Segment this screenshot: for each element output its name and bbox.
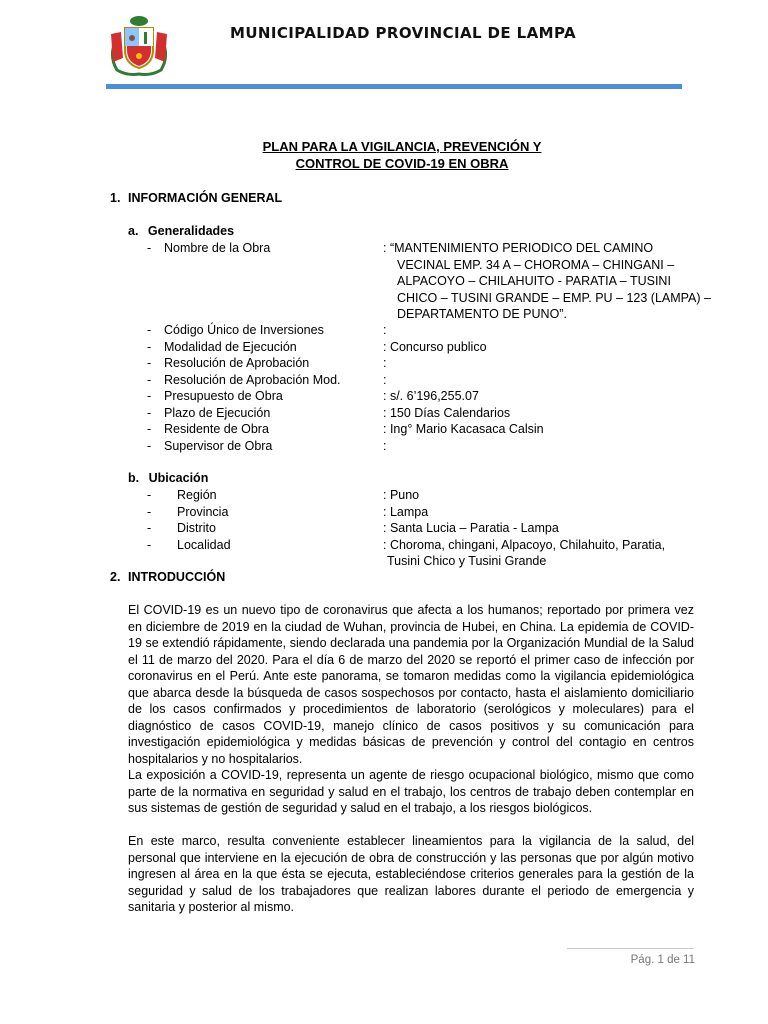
info-label: Resolución de Aprobación Mod. (164, 373, 341, 387)
info-value: : (383, 356, 387, 370)
obra-name-value (383, 240, 711, 323)
location-value-continued: Tusini Chico y Tusini Grande (387, 554, 547, 568)
obra-name-line: : “MANTENIMIENTO PERIODICO DEL CAMINO (383, 241, 654, 255)
info-value: : (383, 323, 387, 337)
document-title (0, 138, 768, 172)
intro-paragraph: En este marco, resulta conveniente establecer lineamientos para la vigilancia de la salud, del personal que interviene en la ejecución de obra de construcción y las personas que por algún motivo ingresen al área en la que ésta se ejecuta, estableciéndose criterios generales para la gestión de la seguridad y salud de los trabajadores que realizan labores durante el periodo de emergencia y sanitaria y posterior al mismo. (128, 834, 694, 914)
location-label: Provincia (177, 505, 229, 519)
location-label: Localidad (177, 538, 231, 552)
info-label: Supervisor de Obra (164, 439, 273, 453)
section-title: INTRODUCCIÓN (128, 570, 226, 584)
info-value: : Concurso publico (383, 340, 487, 354)
section-title: INFORMACIÓN GENERAL (128, 191, 283, 205)
location-value: : Santa Lucia – Paratia - Lampa (383, 521, 559, 535)
title-line-2: CONTROL DE COVID-19 EN OBRA (295, 156, 509, 171)
subsection-b-heading (128, 471, 208, 485)
subsection-title: Generalidades (147, 224, 235, 238)
info-value: : (383, 373, 387, 387)
info-label: Código Único de Inversiones (164, 323, 324, 337)
obra-name-line: DEPARTAMENTO DE PUNO”. (397, 307, 567, 321)
obra-name-line: ALPACOYO – CHILAHUITO - PARATIA – TUSINI (397, 274, 671, 288)
section-number: 1. (110, 191, 121, 205)
title-line-1: PLAN PARA LA VIGILANCIA, PREVENCIÓN Y (262, 139, 542, 154)
info-value: : s/. 6’196,255.07 (383, 389, 479, 403)
subsection-marker: b. (128, 471, 140, 485)
page-number: Pág. 1 de 11 (630, 954, 695, 966)
info-value: : Ing° Mario Kacasaca Calsin (383, 422, 544, 436)
info-value: : 150 Días Calendarios (383, 406, 511, 420)
info-label: Residente de Obra (164, 422, 269, 436)
obra-name-line: CHICO – TUSINI GRANDE – EMP. PU – 123 (LAMPA) – (397, 290, 711, 305)
page-header (0, 0, 768, 92)
location-value: : Choroma, chingani, Alpacoyo, Chilahuito, Paratia, (383, 538, 666, 552)
intro-paragraph: La exposición a COVID-19, representa un agente de riesgo ocupacional biológico, mismo que como parte de la normativa en seguridad y salud en el trabajo, los centros de trabajo deben contemplar en sus sistemas de gestión de seguridad y salud en el trabajo, a los riesgos biológicos. (128, 768, 694, 815)
subsection-marker: a. (128, 224, 139, 238)
obra-name-label: Nombre de la Obra (164, 241, 271, 255)
info-label: Modalidad de Ejecución (164, 340, 297, 354)
info-value: : (383, 439, 387, 453)
subsection-title: Ubicación (148, 471, 209, 485)
intro-paragraph: El COVID-19 es un nuevo tipo de coronavirus que afecta a los humanos; reportado por primera vez en diciembre de 2019 en la ciudad de Wuhan, provincia de Hubei, en China. La epidemia de COVID-19 se extendió rápidamente, siendo declarada una pandemia por la Organización Mundial de la Salud el 11 de marzo del 2020. Para el día 6 de marzo del 2020 se reportó el primer caso de infección por coronavirus en el Perú. Ante este panorama, se tomaron medidas como la vigilancia epidemiológica que abarca desde la búsqueda de casos sospechosos por contacto, hasta el aislamiento domiciliario de los casos confirmados y procedimientos de laboratorio (serológicos y moleculares) para el diagnóstico de casos COVID-19, manejo clínico de casos positivos y su comunicación para investigación epidemiológica y medidas básicas de prevención y control del contagio en centros hospitalarios y no hospitalarios. (128, 603, 694, 766)
obra-name-line: VECINAL EMP. 34 A – CHOROMA – CHINGANI – (397, 257, 675, 272)
section-number: 2. (110, 570, 121, 584)
location-label: Región (177, 488, 217, 502)
subsection-a-heading (128, 224, 234, 238)
header-divider (106, 84, 682, 89)
peru-coat-of-arms-icon (107, 12, 171, 78)
info-label: Presupuesto de Obra (164, 389, 283, 403)
location-value: : Lampa (383, 505, 429, 519)
municipality-name: MUNICIPALIDAD PROVINCIAL DE LAMPA (230, 24, 576, 42)
footer-divider (567, 948, 694, 949)
location-value: : Puno (383, 488, 420, 502)
info-label: Resolución de Aprobación (164, 356, 310, 370)
location-label: Distrito (177, 521, 216, 535)
info-label: Plazo de Ejecución (164, 406, 271, 420)
